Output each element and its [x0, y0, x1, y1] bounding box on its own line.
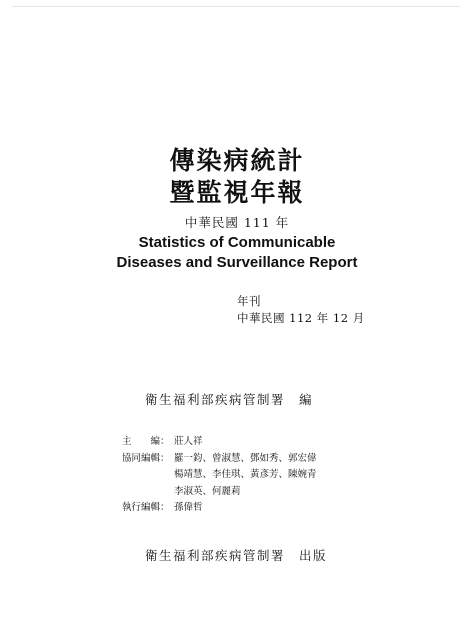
executive-editor-label: 執行編輯：	[122, 502, 170, 513]
co-editors-names	[174, 451, 317, 501]
editor-organization: 衛生福利部疾病管制署 編	[145, 392, 314, 407]
report-title-zh	[0, 145, 474, 209]
publication-date: 中華民國 112 年 12 月	[237, 311, 365, 325]
report-year: 中華民國 111 年	[184, 215, 290, 230]
title-en-line-2: Diseases and Surveillance Report	[116, 254, 358, 271]
title-zh-line-1: 傳染病統計	[169, 146, 305, 175]
title-en-line-1: Statistics of Communicable	[138, 234, 336, 251]
report-title-en	[0, 233, 474, 273]
co-editors-line-1: 羅一鈞、曾淑慧、鄧如秀、郭宏偉	[174, 452, 317, 464]
publication-info	[237, 293, 365, 327]
executive-editor-row	[122, 500, 317, 517]
publication-frequency: 年刊	[237, 294, 261, 308]
co-editors-row	[122, 451, 317, 501]
chief-editor-row	[122, 434, 317, 451]
executive-editor-name: 孫偉哲	[174, 502, 203, 513]
publisher: 衛生福利部疾病管制署 出版	[145, 548, 328, 563]
co-editors-label: 協同編輯：	[122, 452, 170, 464]
title-zh-line-2: 暨監視年報	[169, 178, 305, 207]
chief-editor-label: 主 編：	[122, 436, 170, 447]
page-top-edge	[12, 6, 460, 7]
co-editors-line-3: 李淑英、何麗莉	[174, 485, 241, 497]
credits-block	[122, 434, 317, 517]
co-editors-line-2: 楊靖慧、李佳琪、黃彥芳、陳婉青	[174, 469, 317, 480]
chief-editor-name: 莊人祥	[174, 436, 203, 447]
